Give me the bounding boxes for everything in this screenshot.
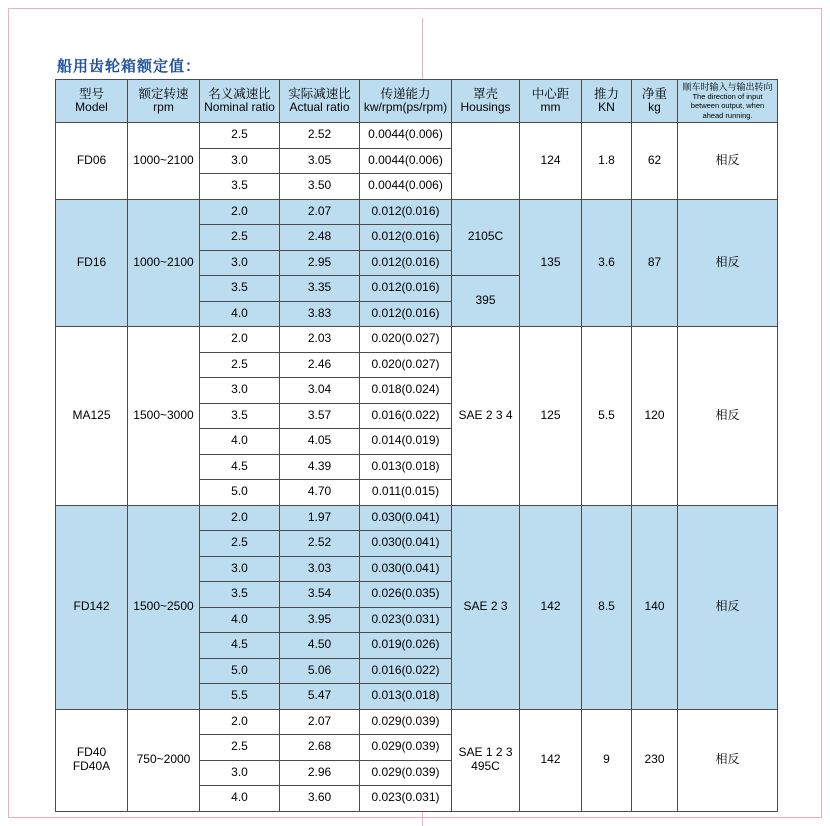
cell-capacity: 0.012(0.016) bbox=[360, 301, 452, 327]
cell-nominal-ratio: 4.5 bbox=[200, 633, 280, 659]
cell-nominal-ratio: 2.5 bbox=[200, 735, 280, 761]
cell-capacity: 0.030(0.041) bbox=[360, 505, 452, 531]
cell-center-distance: 135 bbox=[520, 199, 582, 327]
cell-housings bbox=[452, 123, 520, 200]
cell-nominal-ratio: 3.5 bbox=[200, 403, 280, 429]
cell-rpm: 750~2000 bbox=[128, 709, 200, 811]
document-page bbox=[8, 8, 822, 818]
cell-capacity: 0.014(0.019) bbox=[360, 429, 452, 455]
cell-actual-ratio: 3.35 bbox=[280, 276, 360, 302]
cell-actual-ratio: 3.83 bbox=[280, 301, 360, 327]
cell-capacity: 0.026(0.035) bbox=[360, 582, 452, 608]
cell-nominal-ratio: 4.0 bbox=[200, 301, 280, 327]
cell-nominal-ratio: 2.5 bbox=[200, 352, 280, 378]
cell-capacity: 0.012(0.016) bbox=[360, 250, 452, 276]
cell-nominal-ratio: 4.0 bbox=[200, 607, 280, 633]
cell-nominal-ratio: 2.5 bbox=[200, 225, 280, 251]
cell-thrust: 8.5 bbox=[582, 505, 632, 709]
cell-nominal-ratio: 2.0 bbox=[200, 327, 280, 353]
cell-thrust: 9 bbox=[582, 709, 632, 811]
cell-rpm: 1000~2100 bbox=[128, 199, 200, 327]
cell-thrust: 5.5 bbox=[582, 327, 632, 506]
cell-thrust: 1.8 bbox=[582, 123, 632, 200]
cell-capacity: 0.012(0.016) bbox=[360, 199, 452, 225]
cell-housings bbox=[452, 709, 520, 811]
cell-model: FD16 bbox=[56, 199, 128, 327]
table-header-row bbox=[56, 80, 778, 123]
table-row bbox=[56, 709, 778, 735]
cell-housings: 395 bbox=[452, 276, 520, 327]
cell-actual-ratio: 4.50 bbox=[280, 633, 360, 659]
cell-capacity: 0.016(0.022) bbox=[360, 658, 452, 684]
cell-actual-ratio: 4.39 bbox=[280, 454, 360, 480]
cell-weight: 230 bbox=[632, 709, 678, 811]
cell-direction: 相反 bbox=[678, 199, 778, 327]
cell-model bbox=[56, 709, 128, 811]
cell-nominal-ratio: 5.5 bbox=[200, 684, 280, 710]
cell-direction: 相反 bbox=[678, 709, 778, 811]
header-direction: 顺车时输入与输出转向 The direction of input between output, when ahead running. bbox=[678, 80, 778, 123]
cell-nominal-ratio: 3.0 bbox=[200, 148, 280, 174]
header-weight: 净重 kg bbox=[632, 80, 678, 123]
cell-actual-ratio: 2.68 bbox=[280, 735, 360, 761]
cell-weight: 120 bbox=[632, 327, 678, 506]
cell-center-distance: 142 bbox=[520, 709, 582, 811]
cell-actual-ratio: 5.06 bbox=[280, 658, 360, 684]
cell-capacity: 0.020(0.027) bbox=[360, 327, 452, 353]
cell-model-line2: FD40A bbox=[72, 759, 111, 773]
cell-direction: 相反 bbox=[678, 327, 778, 506]
cell-capacity: 0.030(0.041) bbox=[360, 531, 452, 557]
cell-housings-line1: SAE 1 2 3 bbox=[458, 745, 513, 760]
header-center-distance: 中心距 mm bbox=[520, 80, 582, 123]
cell-capacity: 0.0044(0.006) bbox=[360, 174, 452, 200]
cell-actual-ratio: 2.03 bbox=[280, 327, 360, 353]
cell-actual-ratio: 2.95 bbox=[280, 250, 360, 276]
cell-capacity: 0.013(0.018) bbox=[360, 454, 452, 480]
cell-nominal-ratio: 3.5 bbox=[200, 174, 280, 200]
cell-housings: SAE 2 3 bbox=[452, 505, 520, 709]
cell-nominal-ratio: 2.0 bbox=[200, 199, 280, 225]
cell-actual-ratio: 2.46 bbox=[280, 352, 360, 378]
header-nominal-ratio: 名义减速比 Nominal ratio bbox=[200, 80, 280, 123]
cell-actual-ratio: 4.70 bbox=[280, 480, 360, 506]
cell-model: MA125 bbox=[56, 327, 128, 506]
cell-nominal-ratio: 2.5 bbox=[200, 531, 280, 557]
cell-nominal-ratio: 2.5 bbox=[200, 123, 280, 149]
cell-center-distance: 124 bbox=[520, 123, 582, 200]
table-row bbox=[56, 199, 778, 225]
cell-actual-ratio: 3.50 bbox=[280, 174, 360, 200]
cell-nominal-ratio: 3.0 bbox=[200, 760, 280, 786]
cell-nominal-ratio: 3.5 bbox=[200, 276, 280, 302]
cell-capacity: 0.030(0.041) bbox=[360, 556, 452, 582]
cell-housings: 2105C bbox=[452, 199, 520, 276]
cell-capacity: 0.029(0.039) bbox=[360, 735, 452, 761]
cell-capacity: 0.016(0.022) bbox=[360, 403, 452, 429]
header-actual-ratio: 实际减速比 Actual ratio bbox=[280, 80, 360, 123]
page-title: 船用齿轮箱额定值： bbox=[57, 58, 202, 75]
cell-capacity: 0.023(0.031) bbox=[360, 607, 452, 633]
header-housings: 罩壳 Housings bbox=[452, 80, 520, 123]
cell-capacity: 0.029(0.039) bbox=[360, 760, 452, 786]
cell-capacity: 0.019(0.026) bbox=[360, 633, 452, 659]
cell-capacity: 0.018(0.024) bbox=[360, 378, 452, 404]
cell-nominal-ratio: 3.0 bbox=[200, 378, 280, 404]
table-body bbox=[56, 123, 778, 812]
cell-center-distance: 142 bbox=[520, 505, 582, 709]
cell-capacity: 0.029(0.039) bbox=[360, 709, 452, 735]
cell-actual-ratio: 4.05 bbox=[280, 429, 360, 455]
cell-actual-ratio: 2.96 bbox=[280, 760, 360, 786]
cell-thrust: 3.6 bbox=[582, 199, 632, 327]
cell-model: FD06 bbox=[56, 123, 128, 200]
cell-nominal-ratio: 4.0 bbox=[200, 429, 280, 455]
cell-capacity: 0.012(0.016) bbox=[360, 225, 452, 251]
cell-nominal-ratio: 2.0 bbox=[200, 709, 280, 735]
cell-actual-ratio: 2.48 bbox=[280, 225, 360, 251]
spec-table bbox=[55, 79, 778, 812]
table-row bbox=[56, 123, 778, 149]
cell-actual-ratio: 2.52 bbox=[280, 123, 360, 149]
header-rpm: 额定转速 rpm bbox=[128, 80, 200, 123]
cell-model-line1: FD40 bbox=[76, 745, 107, 760]
cell-rpm: 1500~3000 bbox=[128, 327, 200, 506]
cell-actual-ratio: 3.04 bbox=[280, 378, 360, 404]
cell-actual-ratio: 1.97 bbox=[280, 505, 360, 531]
cell-housings: SAE 2 3 4 bbox=[452, 327, 520, 506]
cell-nominal-ratio: 2.0 bbox=[200, 505, 280, 531]
header-model: 型号 Model bbox=[56, 80, 128, 123]
cell-housings-line2: 495C bbox=[471, 759, 500, 773]
cell-center-distance: 125 bbox=[520, 327, 582, 506]
cell-capacity: 0.011(0.015) bbox=[360, 480, 452, 506]
cell-weight: 87 bbox=[632, 199, 678, 327]
cell-nominal-ratio: 3.5 bbox=[200, 582, 280, 608]
cell-actual-ratio: 2.07 bbox=[280, 709, 360, 735]
cell-nominal-ratio: 3.0 bbox=[200, 556, 280, 582]
table-row bbox=[56, 505, 778, 531]
cell-capacity: 0.0044(0.006) bbox=[360, 148, 452, 174]
cell-direction: 相反 bbox=[678, 505, 778, 709]
cell-nominal-ratio: 5.0 bbox=[200, 658, 280, 684]
cell-capacity: 0.023(0.031) bbox=[360, 786, 452, 812]
cell-actual-ratio: 3.54 bbox=[280, 582, 360, 608]
cell-capacity: 0.020(0.027) bbox=[360, 352, 452, 378]
cell-actual-ratio: 3.05 bbox=[280, 148, 360, 174]
cell-capacity: 0.0044(0.006) bbox=[360, 123, 452, 149]
cell-nominal-ratio: 5.0 bbox=[200, 480, 280, 506]
cell-actual-ratio: 2.52 bbox=[280, 531, 360, 557]
cell-nominal-ratio: 4.0 bbox=[200, 786, 280, 812]
cell-rpm: 1500~2500 bbox=[128, 505, 200, 709]
cell-weight: 140 bbox=[632, 505, 678, 709]
table-row bbox=[56, 327, 778, 353]
cell-nominal-ratio: 4.5 bbox=[200, 454, 280, 480]
header-thrust: 推力 KN bbox=[582, 80, 632, 123]
cell-actual-ratio: 3.57 bbox=[280, 403, 360, 429]
cell-model: FD142 bbox=[56, 505, 128, 709]
cell-actual-ratio: 3.03 bbox=[280, 556, 360, 582]
cell-actual-ratio: 2.07 bbox=[280, 199, 360, 225]
cell-nominal-ratio: 3.0 bbox=[200, 250, 280, 276]
cell-capacity: 0.013(0.018) bbox=[360, 684, 452, 710]
cell-capacity: 0.012(0.016) bbox=[360, 276, 452, 302]
header-capacity: 传递能力 kw/rpm(ps/rpm) bbox=[360, 80, 452, 123]
cell-direction: 相反 bbox=[678, 123, 778, 200]
cell-rpm: 1000~2100 bbox=[128, 123, 200, 200]
cell-actual-ratio: 3.60 bbox=[280, 786, 360, 812]
cell-actual-ratio: 5.47 bbox=[280, 684, 360, 710]
cell-actual-ratio: 3.95 bbox=[280, 607, 360, 633]
cell-weight: 62 bbox=[632, 123, 678, 200]
